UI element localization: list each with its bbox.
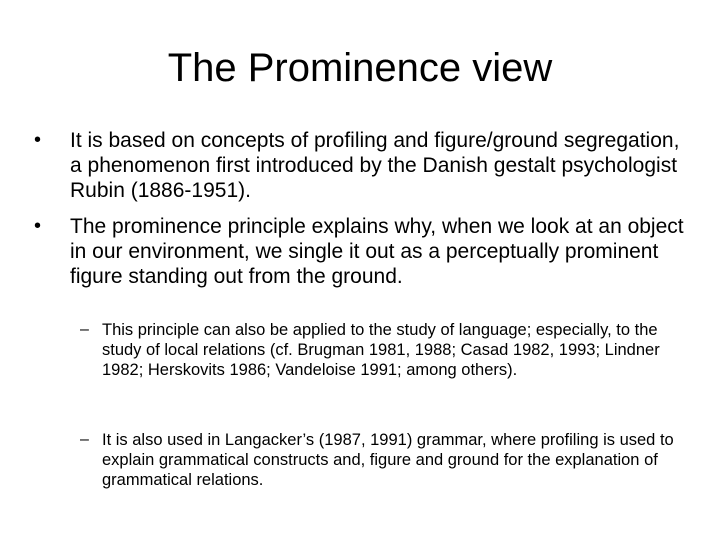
subbullet-marker: – xyxy=(80,431,89,448)
bullet-marker: • xyxy=(34,215,42,237)
bullet-marker: • xyxy=(34,129,42,151)
subbullet-text: It is also used in Langacker’s (1987, 1991) grammar, where profiling is used to explain grammatical constructs and, figure and ground for the explanation of grammatical relations. xyxy=(102,431,674,489)
subbullet-marker: – xyxy=(80,321,89,338)
bullet-text: It is based on concepts of profiling and figure/ground segregation, a phenomenon first introduced by the Danish gestalt psychologist Rubin (1886-1951). xyxy=(70,129,680,202)
bullet-text: The prominence principle explains why, when we look at an object in our environment, we single it out as a perceptually prominent figure standing out from the ground. xyxy=(70,215,684,288)
subbullet-text: This principle can also be applied to the study of language; especially, to the study of local relations (cf. Brugman 1981, 1988; Casad 1982, 1993; Lindner 1982; Herskovits 1986; Vandeloise 1991; among others). xyxy=(102,321,660,379)
slide-title: The Prominence view xyxy=(167,46,553,90)
